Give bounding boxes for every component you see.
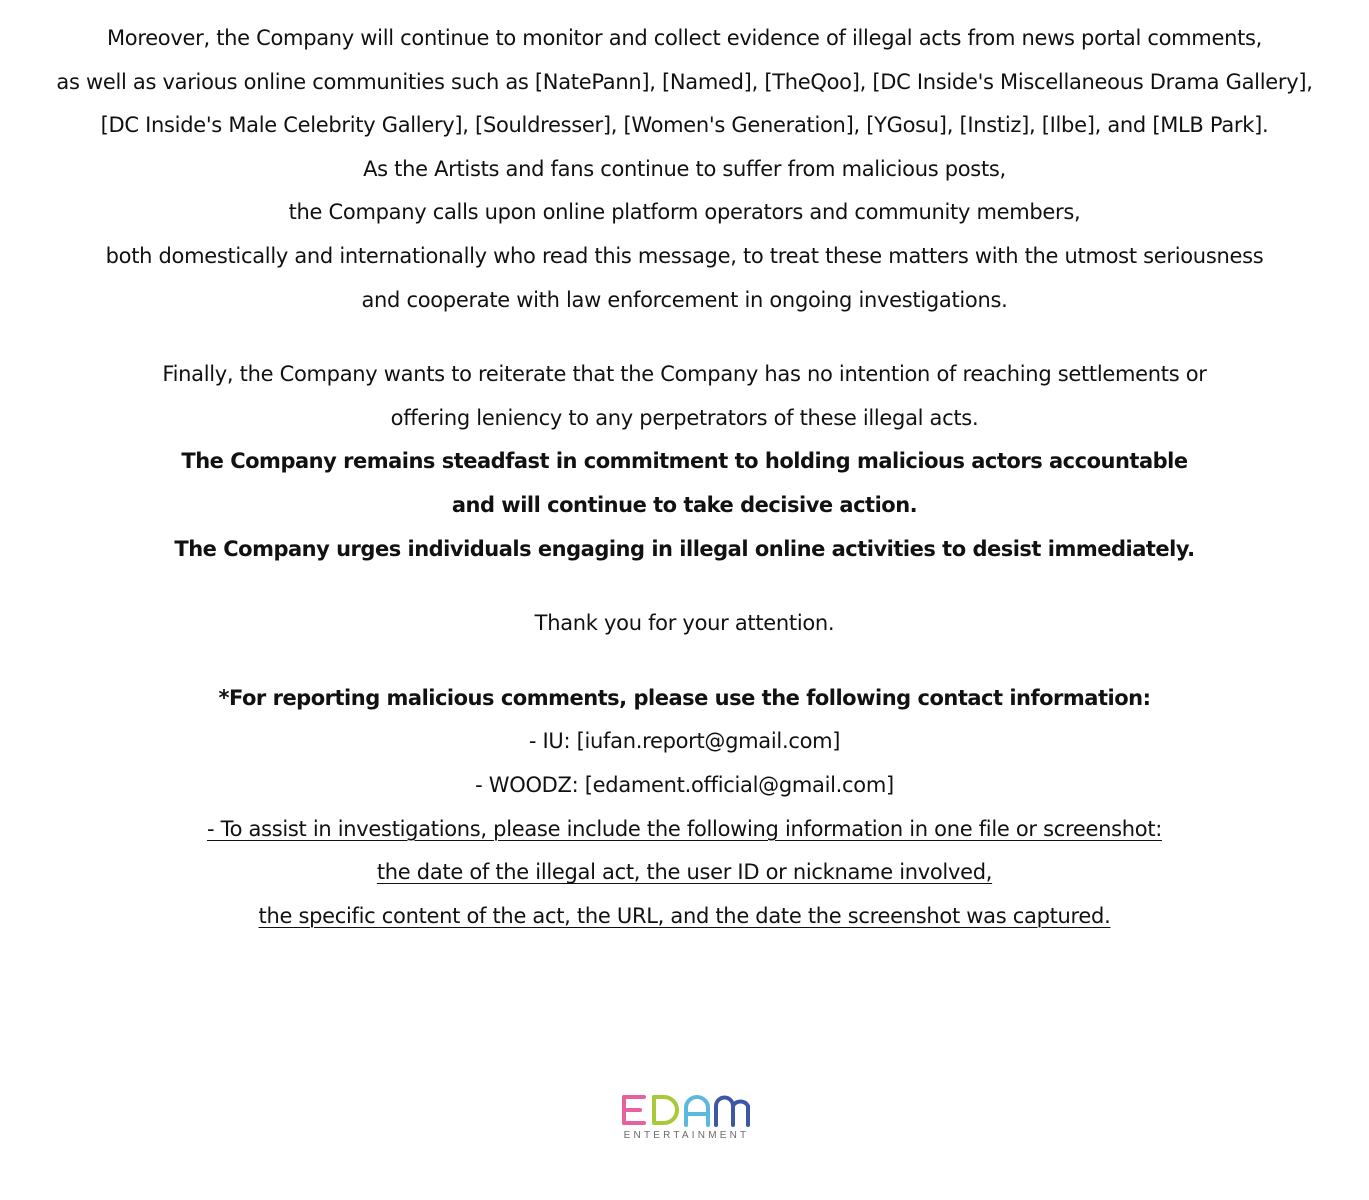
paragraph2-line-1: Finally, the Company wants to reiterate that the Company has no intention of reaching settlements or	[162, 362, 1207, 387]
paragraph1-line-3: [DC Inside's Male Celebrity Gallery], [Souldresser], [Women's Generation], [YGosu], [Instiz], [Ilbe], and [MLB Park].	[100, 113, 1269, 138]
logo-letter-a	[686, 1097, 708, 1125]
paragraph-spacer	[0, 571, 1369, 602]
instructions-line-1: - To assist in investigations, please include the following information in one file or screenshot:	[206, 816, 1163, 841]
paragraph2-line-2: offering leniency to any perpetrators of these illegal acts.	[390, 405, 979, 430]
paragraph1-line-4: As the Artists and fans continue to suffer from malicious posts,	[363, 156, 1006, 181]
paragraph1-line-7: and cooperate with law enforcement in ongoing investigations.	[361, 287, 1008, 312]
paragraph1-line-1: Moreover, the Company will continue to monitor and collect evidence of illegal acts from news portal comments,	[106, 26, 1263, 50]
edam-logo-mark	[620, 1092, 750, 1128]
paragraph1-line-6: both domestically and internationally who read this message, to treat these matters with the utmost seriousness	[105, 243, 1264, 268]
instructions-line-2: the date of the illegal act, the user ID or nickname involved,	[376, 860, 993, 885]
statement-body	[0, 17, 1369, 938]
paragraph2-bold-line-3: The Company urges individuals engaging in illegal online activities to desist immediately.	[174, 536, 1195, 561]
paragraph2-bold-line-2: and will continue to take decisive action.	[451, 492, 918, 517]
paragraph1-line-5: the Company calls upon online platform operators and community members,	[288, 200, 1081, 225]
edam-entertainment-logo	[560, 1092, 810, 1141]
contact-iu: - IU: [iufan.report@gmail.com]	[528, 729, 841, 754]
logo-subtitle: ENTERTAINMENT	[623, 1130, 750, 1141]
thanks-line: Thank you for your attention.	[534, 611, 835, 636]
contact-heading: *For reporting malicious comments, please use the following contact information:	[218, 685, 1151, 710]
logo-letter-d	[654, 1097, 677, 1123]
paragraph1-line-2: as well as various online communities such as [NatePann], [Named], [TheQoo], [DC Inside's Miscellaneous Drama Gallery],	[56, 69, 1313, 94]
contact-woodz: - WOODZ: [edament.official@gmail.com]	[475, 772, 894, 797]
paragraph2-bold-line-1: The Company remains steadfast in commitment to holding malicious actors accountable	[181, 449, 1188, 474]
paragraph-spacer	[0, 646, 1369, 677]
logo-letter-e	[622, 1095, 646, 1125]
paragraph-spacer	[0, 322, 1369, 353]
logo-letter-m	[716, 1098, 748, 1126]
instructions-line-3: the specific content of the act, the URL, and the date the screenshot was captured.	[258, 903, 1111, 928]
